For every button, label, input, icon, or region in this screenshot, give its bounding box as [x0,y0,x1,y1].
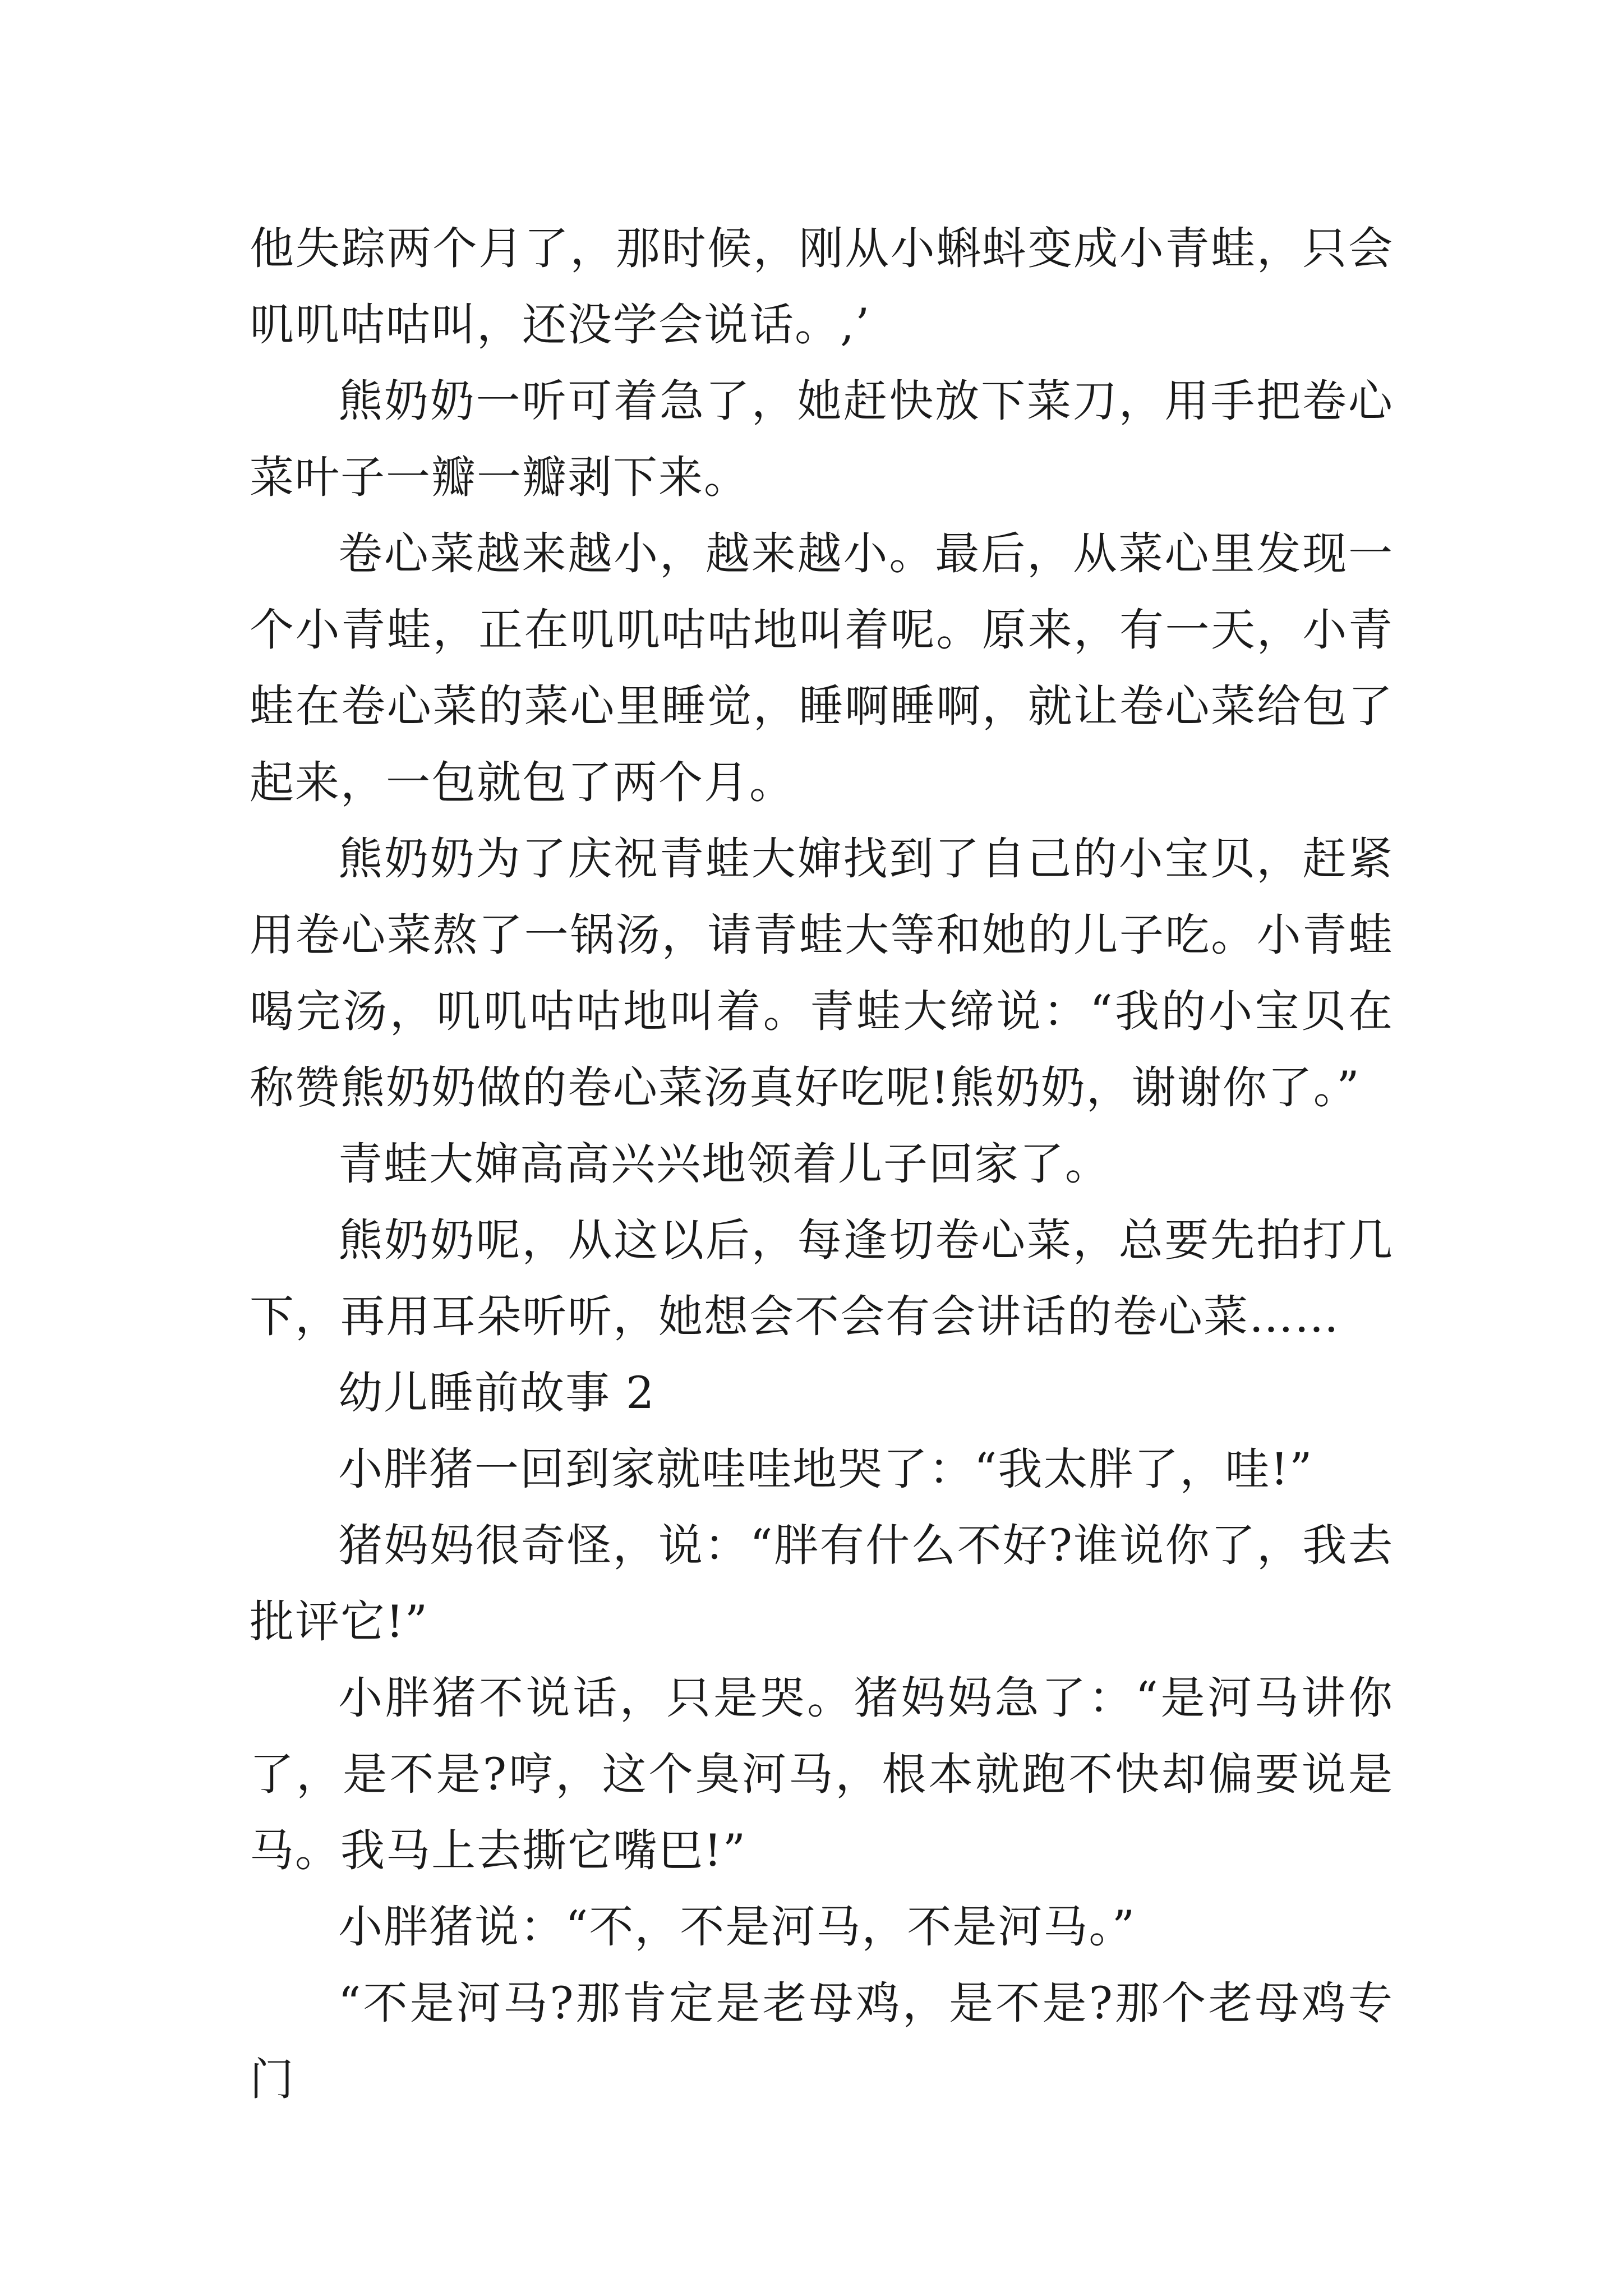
paragraph: 小胖猪说：“不，不是河马，不是河马。” [338,1901,1136,1953]
paragraph: 熊奶奶为了庆祝青蛙大婶找到了自己的小宝贝，赶紧用卷心菜熬了一锅汤，请青蛙大等和她的儿子吃。小青蛙喝完汤，叽叽咕咕地叫着。青蛙大缔说：“我的小宝贝在称赞熊奶奶做的卷心菜汤真好吃呢!熊奶奶，谢谢你了。” [250,833,1394,1114]
paragraph: 小胖猪一回到家就哇哇地哭了：“我太胖了，哇!” [338,1443,1313,1495]
paragraph: 小胖猪不说话，只是哭。猪妈妈急了：“是河马讲你了，是不是?哼，这个臭河马，根本就跑不快却偏要说是马。我马上去撕它嘴巴!” [250,1672,1394,1876]
section-heading: 幼儿睡前故事 2 [338,1367,656,1419]
paragraph: 他失踪两个月了，那时候，刚从小蝌蚪变成小青蛙，只会叽叽咕咕叫，还没学会说话。,’ [250,223,1394,351]
paragraph: 青蛙大婶高高兴兴地领着儿子回家了。 [338,1138,1110,1190]
paragraph: 熊奶奶呢，从这以后，每逢切卷心菜，总要先拍打几下，再用耳朵听听，她想会不会有会讲话的卷心菜…… [250,1214,1394,1342]
story-text [250,210,1394,2118]
paragraph: 熊奶奶一听可着急了，她赶快放下菜刀，用手把卷心菜叶子一瓣一瓣剥下来。 [250,375,1394,503]
paragraph: 猪妈妈很奇怪，说：“胖有什么不好?谁说你了，我去批评它!” [250,1520,1394,1648]
paragraph: “不是河马?那肯定是老母鸡，是不是?那个老母鸡专门 [250,1977,1394,2105]
paragraph: 卷心菜越来越小，越来越小。最后，从菜心里发现一个小青蛙，正在叽叽咕咕地叫着呢。原来，有一天，小青蛙在卷心菜的菜心里睡觉，睡啊睡啊，就让卷心菜给包了起来，一包就包了两个月。 [250,528,1394,808]
